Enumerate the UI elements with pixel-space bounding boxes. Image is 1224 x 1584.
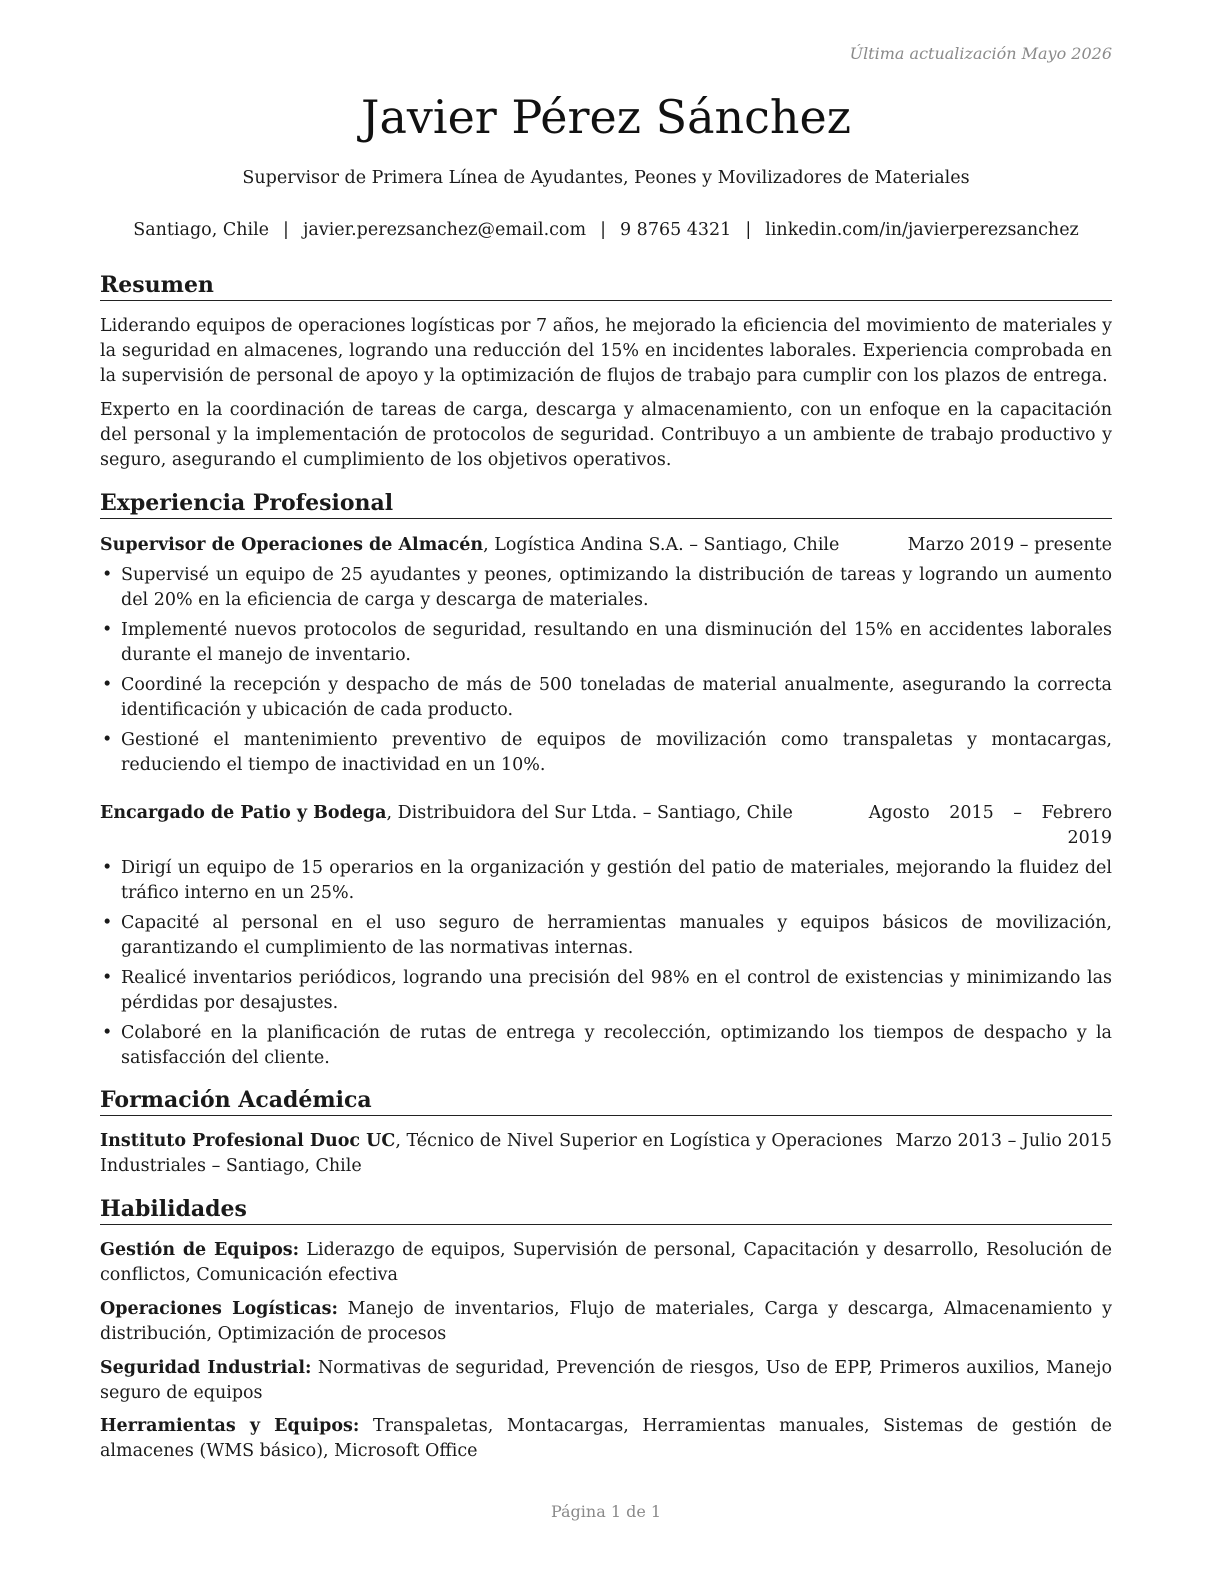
- skill-label: Gestión de Equipos:: [100, 1240, 300, 1260]
- bullet-item: • Supervisé un equipo de 25 ayudantes y peones, optimizando la distribución de tareas y logrando un aumento del 20% en la eficiencia de carga y descarga de materiales.: [100, 563, 1112, 613]
- contact-phone: 9 8765 4321: [619, 220, 732, 240]
- job-bullets: [100, 856, 1112, 1076]
- skill-group: [100, 1238, 1112, 1288]
- skill-group: [100, 1356, 1112, 1406]
- bullet-item: • Realicé inventarios periódicos, logrando una precisión del 98% en el control de existencias y minimizando las pérdidas por desajustes.: [100, 966, 1112, 1016]
- skill-text: Normativas de seguridad, Prevención de riesgos, Uso de EPP, Primeros auxilios, Manejo seguro de equipos: [100, 1358, 1113, 1403]
- separator: |: [745, 220, 752, 240]
- job-dates: [869, 801, 1112, 851]
- section-title-summary: Resumen: [100, 271, 1112, 301]
- job-role: Supervisor de Operaciones de Almacén: [100, 535, 484, 555]
- bullet-item: • Coordiné la recepción y despacho de más de 500 toneladas de material anualmente, asegurando la correcta identificación y ubicación de cada producto.: [100, 673, 1112, 723]
- skill-group: [100, 1297, 1112, 1347]
- bullet-item: • Dirigí un equipo de 15 operarios en la organización y gestión del patio de materiales, mejorando la fluidez del tráfico interno en un 25%.: [100, 856, 1112, 906]
- job-title: Supervisor de Primera Línea de Ayudantes, Peones y Movilizadores de Materiales: [242, 168, 970, 188]
- last-updated: Última actualización Mayo 2026: [849, 44, 1112, 63]
- job-dates-line: 2019: [1067, 828, 1112, 848]
- bullet-item: • Capacité al personal en el uso seguro de herramientas manuales y equipos básicos de movilización, garantizando el cumplimiento de las normativas internas.: [100, 911, 1112, 961]
- skill-label: Operaciones Logísticas:: [100, 1299, 338, 1319]
- skill-group: [100, 1414, 1112, 1464]
- candidate-name: Javier Pérez Sánchez: [361, 90, 851, 144]
- contact-email[interactable]: javier.perezsanchez@email.com: [302, 220, 587, 240]
- resume-page: [100, 0, 1112, 1584]
- job-company: , Distribuidora del Sur Ltda. – Santiago, Chile: [386, 803, 793, 823]
- skill-label: Herramientas y Equipos:: [100, 1416, 360, 1436]
- skill-text: Liderazgo de equipos, Supervisión de personal, Capacitación y desarrollo, Resolución de conflictos, Comunicación efectiva: [100, 1240, 1112, 1285]
- job-dates: Marzo 2019 – presente: [907, 535, 1112, 555]
- education-line: Industriales – Santiago, Chile: [100, 1156, 362, 1176]
- contact-linkedin[interactable]: linkedin.com/in/javierperezsanchez: [765, 220, 1079, 240]
- contact-line: [100, 220, 1112, 240]
- education-entry: [100, 1129, 1112, 1179]
- section-title-education: Formación Académica: [100, 1086, 1112, 1116]
- section-title-experience: Experiencia Profesional: [100, 489, 1112, 519]
- job-header: [100, 801, 1112, 848]
- job-header: [100, 533, 1112, 558]
- bullet-item: • Gestioné el mantenimiento preventivo de equipos de movilización como transpaletas y montacargas, reduciendo el tiempo de inactividad en un 10%.: [100, 728, 1112, 778]
- education-dates: Marzo 2013 – Julio 2015: [895, 1131, 1112, 1151]
- bullet-item: • Implementé nuevos protocolos de seguridad, resultando en una disminución del 15% en accidentes laborales durante el manejo de inventario.: [100, 618, 1112, 668]
- education-institution: Instituto Profesional Duoc UC: [100, 1131, 396, 1151]
- skill-text: Manejo de inventarios, Flujo de materiales, Carga y descarga, Almacenamiento y distribución, Optimización de procesos: [100, 1299, 1112, 1344]
- education-degree: , Técnico de Nivel Superior en Logística y Operaciones: [395, 1131, 883, 1151]
- skill-text: Transpaletas, Montacargas, Herramientas manuales, Sistemas de gestión de almacenes (WMS básico), Microsoft Office: [100, 1416, 1113, 1461]
- separator: |: [600, 220, 606, 240]
- section-title-skills: Habilidades: [100, 1195, 1112, 1225]
- summary-paragraph: Liderando equipos de operaciones logísticas por 7 años, he mejorado la eficiencia del movimiento de materiales y la seguridad en almacenes, logrando una reducción del 15% en incidentes laborales. Experiencia comprobada en la supervisión de personal de apoyo y la optimización de flujos de trabajo para cumplir con los plazos de entrega.: [100, 316, 1112, 386]
- contact-location: Santiago, Chile: [133, 220, 270, 240]
- skill-label: Seguridad Industrial:: [100, 1358, 312, 1378]
- job-role: Encargado de Patio y Bodega: [100, 803, 387, 823]
- job-company: , Logística Andina S.A. – Santiago, Chile: [483, 535, 840, 555]
- job-bullets: [100, 563, 1112, 783]
- bullet-item: • Colaboré en la planificación de rutas de entrega y recolección, optimizando los tiempos de despacho y la satisfacción del cliente.: [100, 1021, 1112, 1071]
- page-number: Página 1 de 1: [550, 1502, 662, 1521]
- separator: |: [283, 220, 289, 240]
- summary-paragraph: Experto en la coordinación de tareas de carga, descarga y almacenamiento, con un enfoque en la capacitación del personal y la implementación de protocolos de seguridad. Contribuyo a un ambiente de trabajo productivo y seguro, asegurando el cumplimiento de los objetivos operativos.: [100, 400, 1112, 470]
- job-dates-line: Agosto 2015 – Febrero: [868, 803, 1112, 823]
